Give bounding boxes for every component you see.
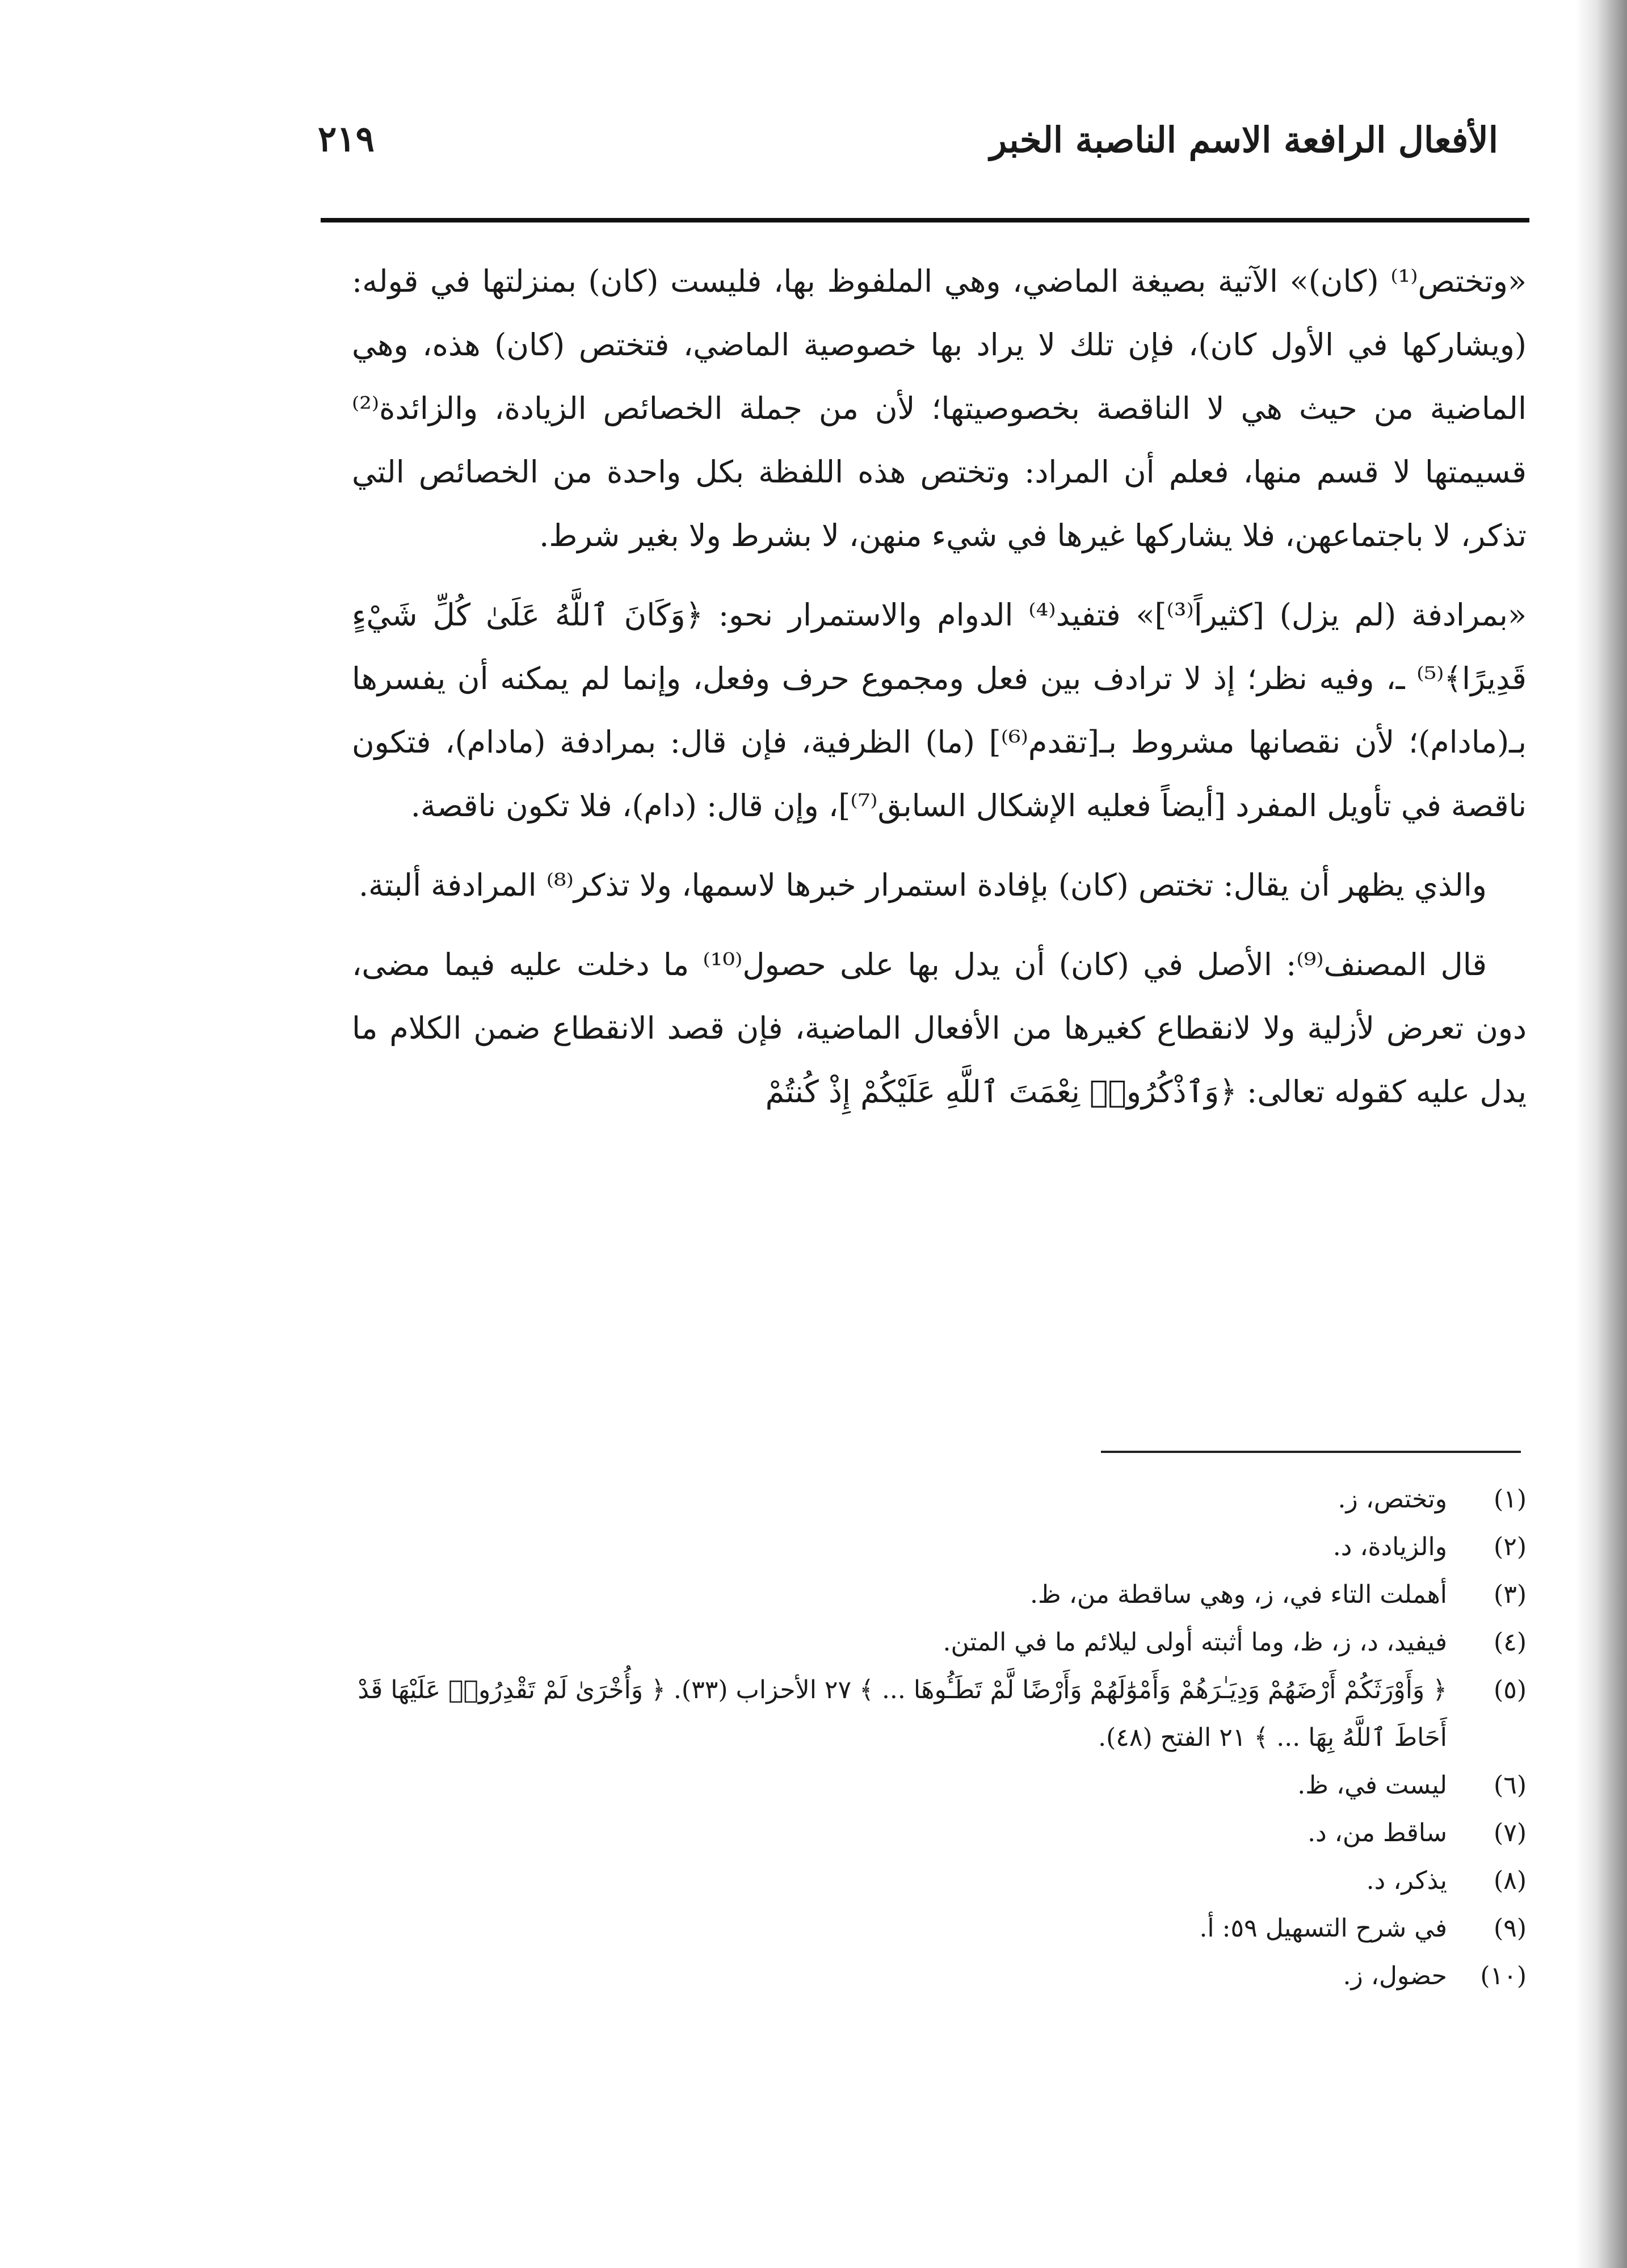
paragraph-2: «بمرادفة (لم يزل) [كثيراً⁽³⁾]» فتفيد⁽⁴⁾ الدوام والاستمرار نحو: ﴿وَكَانَ ٱللَّهُ عَلَىٰ كُلِّ شَيْءٍ قَدِيرًا﴾⁽⁵⁾ ـ، وفيه نظر؛ إذ لا ترادف بين فعل ومجموع حرف وفعل، وإنما لم يمكنه أن يفسرها بـ(مادام)؛ لأن نقصانها مشروط بـ[تقدم⁽⁶⁾] (ما) الظرفية، فإن قال: بمرادفة (مادام)، فتكون ناقصة في تأويل المفرد [أيضاً فعليه الإشكال السابق⁽⁷⁾]، وإن قال: (دام)، فلا تكون ناقصة. bbox=[352, 597, 1527, 824]
footnote-number: (٢) bbox=[1494, 1532, 1527, 1561]
footnote bbox=[352, 1619, 1527, 1666]
footnote bbox=[352, 1523, 1527, 1571]
footnote-number: (١٠) bbox=[1480, 1962, 1527, 1990]
footnote-text: فيفيد، د، ز، ظ، وما أثبته أولى ليلائم ما في المتن. bbox=[943, 1628, 1447, 1657]
footnote-number: (٤) bbox=[1494, 1628, 1527, 1657]
footnote-text: أهملت التاء في، ز، وهي ساقطة من، ظ. bbox=[1030, 1580, 1447, 1609]
footnote bbox=[352, 1666, 1527, 1762]
footnote-text: ساقط من، د. bbox=[1308, 1818, 1447, 1847]
footnote-number: (٨) bbox=[1494, 1866, 1527, 1895]
footnote-text: والزيادة، د. bbox=[1332, 1532, 1447, 1561]
footnote bbox=[352, 1857, 1527, 1905]
footnote bbox=[352, 1762, 1527, 1809]
page-number: ٢١٩ bbox=[318, 118, 375, 159]
header-rule bbox=[321, 218, 1529, 222]
footnote bbox=[352, 1476, 1527, 1523]
footnote bbox=[352, 1571, 1527, 1619]
footnote-number: (٧) bbox=[1494, 1818, 1527, 1847]
footnote-text: ﴿ وَأَوْرَثَكُمْ أَرْضَهُمْ وَدِيَـٰرَهُمْ وَأَمْوَٰلَهُمْ وَأَرْضًا لَّمْ تَطَـُٔوهَا ... ﴾ ٢٧ الأحزاب (٣٣). ﴿ وَأُخْرَىٰ لَمْ تَقْدِرُوا۟ عَلَيْهَا قَدْ أَحَاطَ ٱللَّهُ بِهَا ... ﴾ ٢١ الفتح (٤٨). bbox=[358, 1675, 1447, 1752]
footnote-separator bbox=[1101, 1451, 1521, 1453]
footnotes bbox=[352, 1476, 1527, 2000]
footnote bbox=[352, 1905, 1527, 1952]
footnote-text: حضول، ز. bbox=[1343, 1962, 1447, 1990]
footnote bbox=[352, 1809, 1527, 1857]
footnote-number: (١) bbox=[1494, 1485, 1527, 1514]
footnote-text: ليست في، ظ. bbox=[1297, 1771, 1447, 1800]
paragraph-3: والذي يظهر أن يقال: تختص (كان) بإفادة استمرار خبرها لاسمها، ولا تذكر⁽⁸⁾ المرادفة ألبتة. bbox=[358, 867, 1487, 903]
footnote bbox=[352, 1952, 1527, 2000]
paragraph-1: «وتختص⁽¹⁾ (كان)» الآتية بصيغة الماضي، وهي الملفوظ بها، فليست (كان) بمنزلتها في قوله: (ويشاركها في الأول كان)، فإن تلك لا يراد بها خصوصية الماضي، فتختص (كان) هذه، وهي الماضية من حيث هي لا الناقصة بخصوصيتها؛ لأن من جملة الخصائص الزيادة، والزائدة⁽²⁾ قسيمتها لا قسم منها، فعلم أن المراد: وتختص هذه اللفظة بكل واحدة من الخصائص التي تذكر، لا باجتماعهن، فلا يشاركها غيرها في شيء منهن، لا بشرط ولا بغير شرط. bbox=[352, 263, 1527, 553]
footnote-text: وتختص، ز. bbox=[1338, 1485, 1447, 1514]
footnote-text: في شرح التسهيل ٥٩: أ. bbox=[1199, 1914, 1447, 1943]
footnote-number: (٦) bbox=[1494, 1771, 1527, 1800]
chapter-title: الأفعال الرافعة الاسم الناصبة الخبر bbox=[990, 119, 1498, 161]
footnote-number: (٥) bbox=[1494, 1675, 1527, 1704]
footnote-text: يذكر، د. bbox=[1366, 1866, 1447, 1895]
main-text bbox=[352, 250, 1527, 1140]
running-header bbox=[318, 108, 1498, 176]
paragraph-4: قال المصنف⁽⁹⁾: الأصل في (كان) أن يدل بها على حصول⁽¹⁰⁾ ما دخلت عليه فيما مضى، دون تعرض لأزلية ولا لانقطاع كغيرها من الأفعال الماضية، فإن قصد الانقطاع ضمن الكلام ما يدل عليه كقوله تعالى: ﴿وَٱذْكُرُوا۟ نِعْمَتَ ٱللَّهِ عَلَيْكُمْ إِذْ كُنتُمْ bbox=[352, 947, 1527, 1110]
page-edge-shadow bbox=[1576, 0, 1627, 2268]
footnote-number: (٣) bbox=[1494, 1580, 1527, 1609]
footnote-number: (٩) bbox=[1494, 1914, 1527, 1943]
